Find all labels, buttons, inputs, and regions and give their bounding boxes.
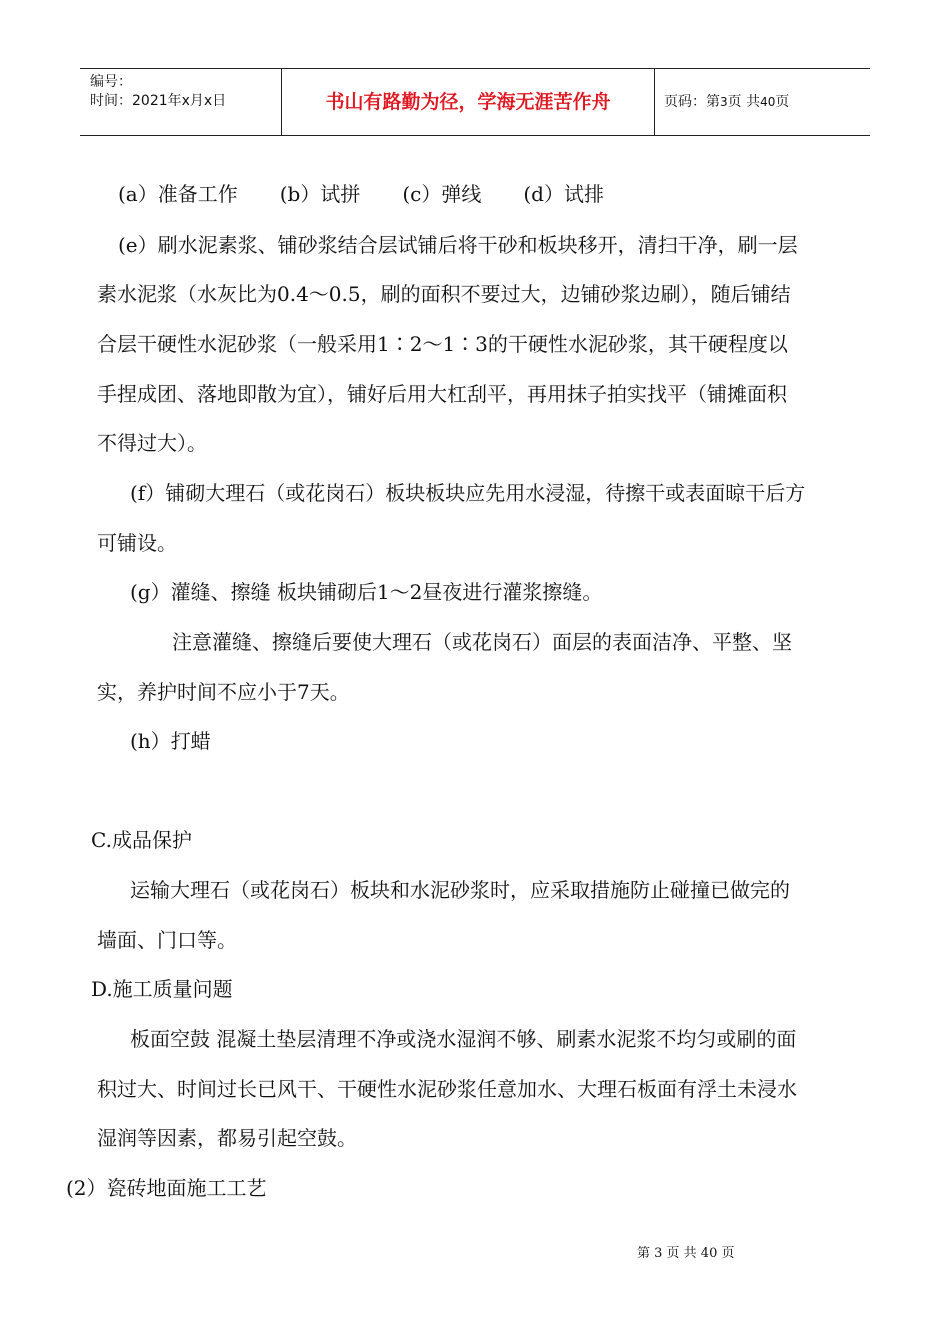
paragraph-line: (h）打蜡 [130,729,211,753]
section-heading: (2）瓷砖地面施工工艺 [66,1176,267,1200]
paragraph-line: 实，养护时间不应小于7天。 [97,680,350,704]
header-page-info [664,93,789,112]
paragraph-line: (e）刷水泥素浆、铺砂浆结合层试铺后将干砂和板块移开，清扫干净，刷一层 [118,233,798,257]
step-c: (c）弹线 [402,182,482,206]
header-motto: 书山有路勤为径，学海无涯苦作舟 [325,91,611,113]
step-b: (b）试拼 [279,182,361,206]
paragraph-line: 手捏成团、落地即散为宜），铺好后用大杠刮平，再用抹子拍实找平（铺摊面积 [97,382,787,406]
paragraph-line: 墙面、门口等。 [97,928,237,952]
page-end-label: 页 [775,94,790,110]
paragraph-line: 湿润等因素，都易引起空鼓。 [97,1126,357,1150]
page-footer: 第 3 页 共 40 页 [637,1246,735,1261]
step-d: (d）试排 [523,182,604,206]
header-divider [654,69,655,135]
step-a: (a）准备工作 [118,182,238,206]
section-heading: D.施工质量问题 [91,977,233,1001]
paragraph-line: 积过大、时间过长已风干、干硬性水泥砂浆任意加水、大理石板面有浮土未浸水 [97,1077,797,1101]
paragraph-line: 素水泥浆（水灰比为0.4～0.5，刷的面积不要过大，边铺砂浆边刷），随后铺结 [97,282,791,306]
page-total: 40 [760,95,776,109]
document-number-label: 编号： [90,74,132,90]
paragraph-line: 可铺设。 [97,531,177,555]
paragraph-line: (g）灌缝、擦缝 板块铺砌后1～2昼夜进行灌浆擦缝。 [130,580,603,604]
document-time-label: 时间：2021年x月x日 [90,93,227,109]
page-header [80,68,870,136]
paragraph-line: 注意灌缝、擦缝后要使大理石（或花岗石）面层的表面洁净、平整、坚 [172,630,792,654]
paragraph-line: 合层干硬性水泥砂浆（一般采用1∶2～1∶3的干硬性水泥砂浆，其干硬程度以 [97,332,788,356]
section-heading: C.成品保护 [91,828,192,852]
header-meta [90,73,226,111]
page-label: 页码：第 [664,94,720,110]
page-current: 3 [720,95,728,109]
page-mid-label: 页 共 [727,94,761,110]
paragraph-line: 运输大理石（或花岗石）板块和水泥砂浆时，应采取措施防止碰撞已做完的 [130,878,790,902]
paragraph-line: 不得过大）。 [97,431,207,455]
steps-row [118,180,646,208]
paragraph-line: (f）铺砌大理石（或花岗石）板块板块应先用水浸湿，待擦干或表面晾干后方 [130,481,806,505]
paragraph-line: 板面空鼓 混凝土垫层清理不净或浇水湿润不够、刷素水泥浆不均匀或刷的面 [130,1027,797,1051]
